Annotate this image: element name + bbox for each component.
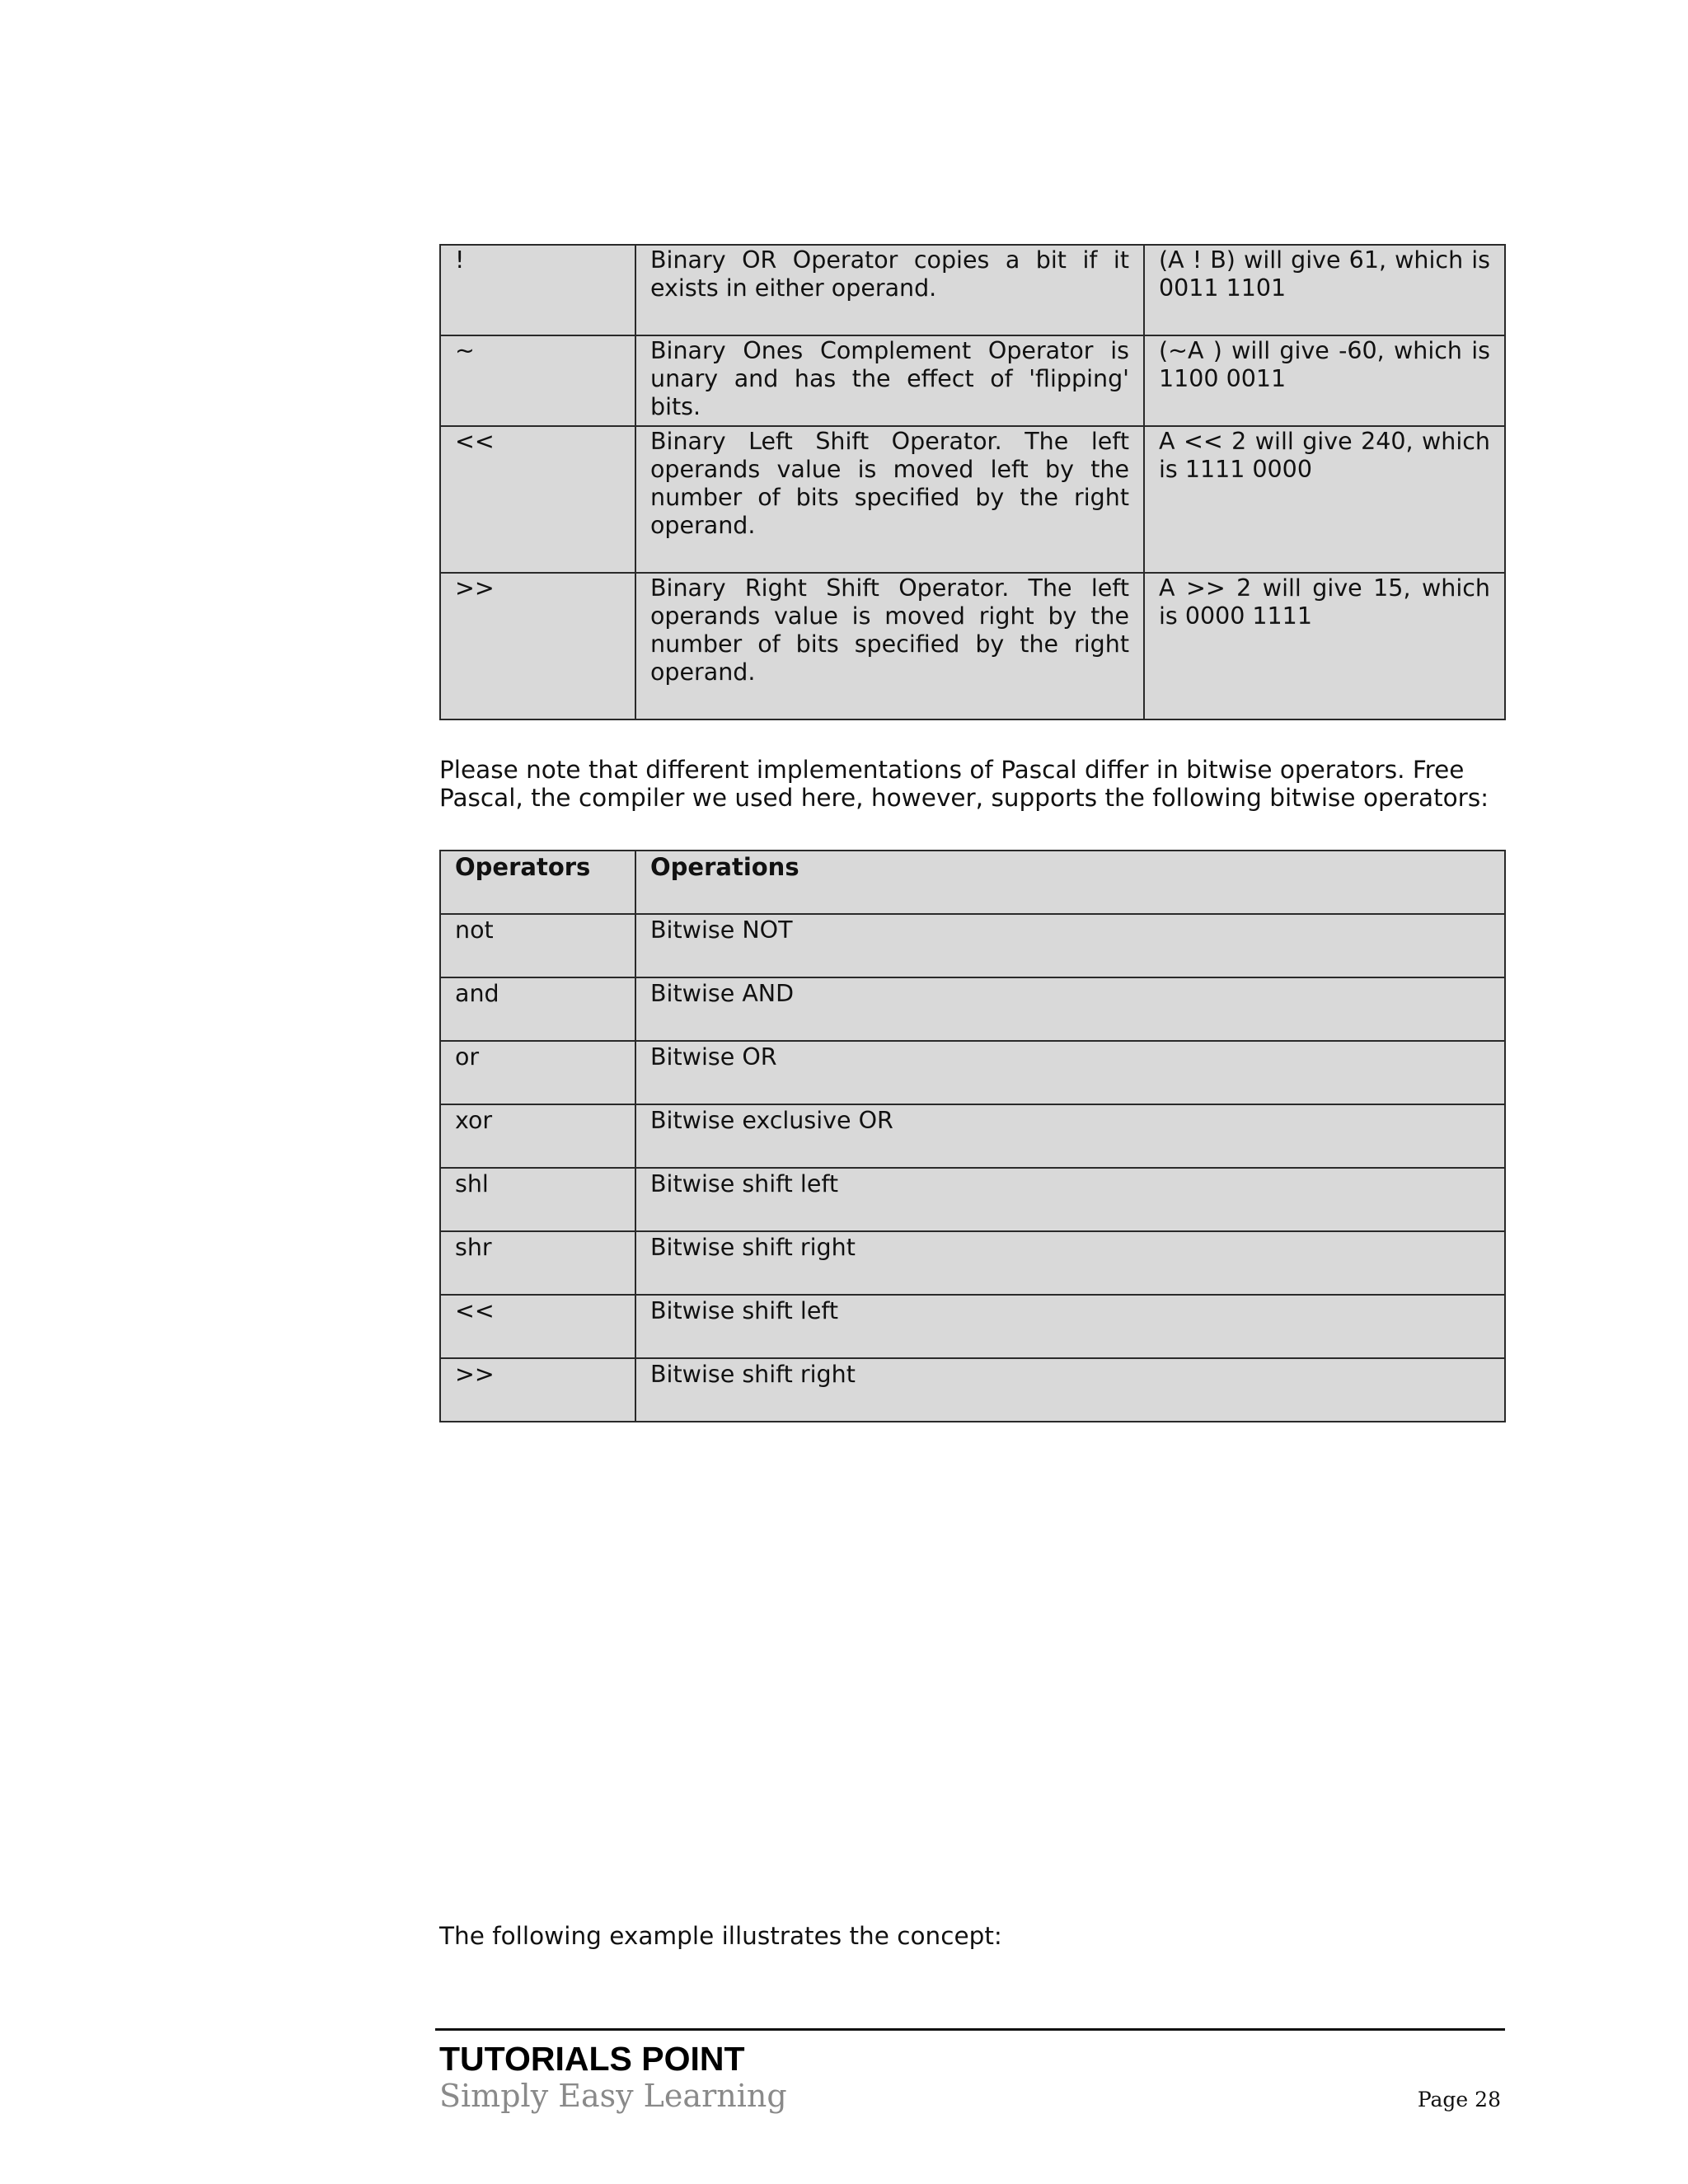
description-cell: Binary Right Shift Operator. The left operands value is moved right by the number of bits specified by the right operand. — [635, 573, 1144, 719]
table-row — [440, 977, 1505, 1041]
operator-cell: shr — [440, 1231, 635, 1295]
table-row — [440, 1231, 1505, 1295]
operator-cell: >> — [440, 573, 635, 719]
operator-cell: or — [440, 1041, 635, 1104]
operator-cell: shl — [440, 1168, 635, 1231]
table-row — [440, 573, 1505, 719]
operation-cell: Bitwise AND — [635, 977, 1505, 1041]
operation-cell: Bitwise NOT — [635, 914, 1505, 977]
operator-cell: ~ — [440, 335, 635, 426]
bitwise-note-paragraph: Please note that different implementations of Pascal differ in bitwise operators. Free Pascal, the compiler we used here, however, supports the following bitwise operators: — [439, 756, 1489, 812]
table-row — [440, 914, 1505, 977]
operation-cell: Bitwise shift right — [635, 1231, 1505, 1295]
operations-column-header: Operations — [635, 851, 1505, 914]
operator-cell: and — [440, 977, 635, 1041]
example-intro-paragraph: The following example illustrates the concept: — [439, 1922, 1002, 1950]
bitwise-operators-table — [439, 244, 1506, 720]
operator-cell: << — [440, 426, 635, 573]
example-cell: A >> 2 will give 15, which is 0000 1111 — [1144, 573, 1505, 719]
table-row — [440, 426, 1505, 573]
table-header-row — [440, 851, 1505, 914]
description-cell: Binary Ones Complement Operator is unary and has the effect of 'flipping' bits. — [635, 335, 1144, 426]
page-number: Page 28 — [1417, 2088, 1501, 2111]
example-cell: A << 2 will give 240, which is 1111 0000 — [1144, 426, 1505, 573]
operation-cell: Bitwise exclusive OR — [635, 1104, 1505, 1168]
description-cell: Binary Left Shift Operator. The left operands value is moved left by the number of bits specified by the right operand. — [635, 426, 1144, 573]
footer-divider — [435, 2028, 1505, 2031]
table-row — [440, 1168, 1505, 1231]
operator-cell: >> — [440, 1358, 635, 1422]
operator-cell: ! — [440, 245, 635, 335]
operation-cell: Bitwise shift left — [635, 1295, 1505, 1358]
free-pascal-operators-table — [439, 850, 1506, 1422]
operators-column-header: Operators — [440, 851, 635, 914]
example-cell: (A ! B) will give 61, which is 0011 1101 — [1144, 245, 1505, 335]
example-cell: (~A ) will give -60, which is 1100 0011 — [1144, 335, 1505, 426]
description-cell: Binary OR Operator copies a bit if it exists in either operand. — [635, 245, 1144, 335]
operation-cell: Bitwise OR — [635, 1041, 1505, 1104]
operation-cell: Bitwise shift right — [635, 1358, 1505, 1422]
operation-cell: Bitwise shift left — [635, 1168, 1505, 1231]
operator-cell: << — [440, 1295, 635, 1358]
table-row — [440, 1041, 1505, 1104]
table-row — [440, 1295, 1505, 1358]
footer-tagline: Simply Easy Learning — [439, 2078, 787, 2114]
table-row — [440, 245, 1505, 335]
table-row — [440, 1104, 1505, 1168]
table-row — [440, 1358, 1505, 1422]
table-row — [440, 335, 1505, 426]
footer-brand: TUTORIALS POINT — [439, 2040, 745, 2078]
operator-cell: not — [440, 914, 635, 977]
operator-cell: xor — [440, 1104, 635, 1168]
